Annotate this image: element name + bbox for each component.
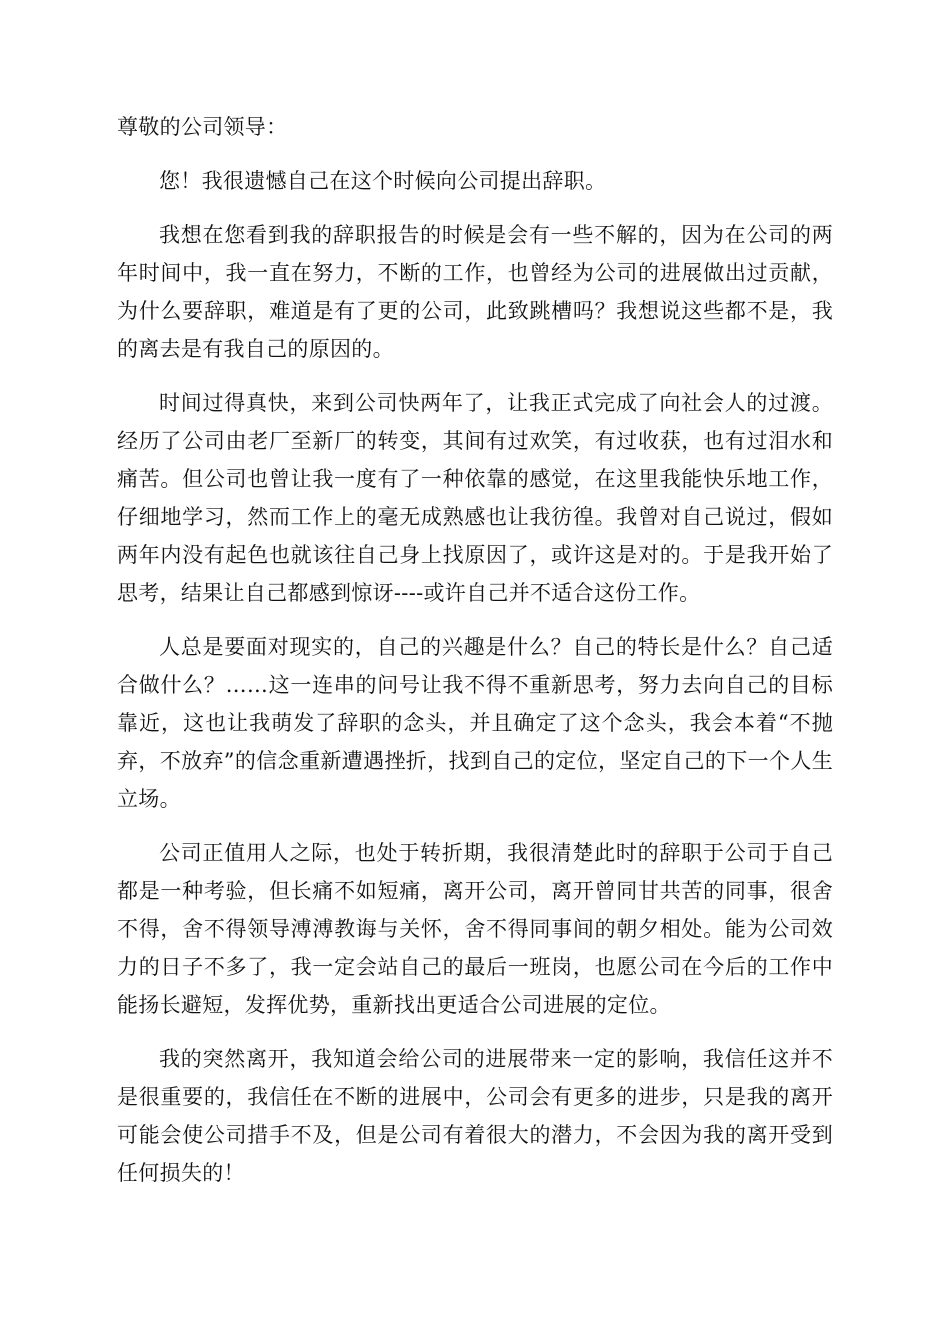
paragraph-reflection: 时间过得真快，来到公司快两年了，让我正式完成了向社会人的过渡。经历了公司由老厂至新厂的转变，其间有过欢笑，有过收获，也有过泪水和痛苦。但公司也曾让我一度有了一种依靠的感觉，在这里我能快乐地工作，仔细地学习，然而工作上的毫无成熟感也让我彷徨。我曾对自己说过，假如两年内没有起色也就该往自己身上找原因了，或许这是对的。于是我开始了思考，结果让自己都感到惊讶----或许自己并不适合这份工作。	[117, 391, 833, 605]
paragraph-self-assessment: 人总是要面对现实的，自己的兴趣是什么？自己的特长是什么？自己适合做什么？……这一连串的问号让我不得不重新思考，努力去向自己的目标靠近，这也让我萌发了辞职的念头，并且确定了这个念头，我会本着“不抛弃，不放弃”的信念重新遭遇挫折，找到自己的定位，坚定自己的下一个人生立场。	[117, 635, 833, 811]
paragraph-reason-intro: 我想在您看到我的辞职报告的时候是会有一些不解的，因为在公司的两年时间中，我一直在努力，不断的工作，也曾经为公司的进展做出过贡献，为什么要辞职，难道是有了更的公司，此致跳槽吗？我想说这些都不是，我的离去是有我自己的原因的。	[117, 223, 833, 361]
paragraph-greeting: 您！我很遗憾自己在这个时候向公司提出辞职。	[159, 169, 607, 193]
paragraph-closing: 我的突然离开，我知道会给公司的进展带来一定的影响，我信任这并不是很重要的，我信任在不断的进展中，公司会有更多的进步，只是我的离开可能会使公司措手不及，但是公司有着很大的潜力，不会因为我的离开受到任何损失的！	[117, 1047, 833, 1185]
paragraph-farewell: 公司正值用人之际，也处于转折期，我很清楚此时的辞职于公司于自己都是一种考验，但长痛不如短痛，离开公司，离开曾同甘共苦的同事，很舍不得，舍不得领导溥溥教诲与关怀，舍不得同事间的朝夕相处。能为公司效力的日子不多了，我一定会站自己的最后一班岗，也愿公司在今后的工作中能扬长避短，发挥优势，重新找出更适合公司进展的定位。	[117, 841, 833, 1017]
salutation: 尊敬的公司领导：	[117, 115, 288, 139]
letter-body	[117, 108, 833, 1208]
